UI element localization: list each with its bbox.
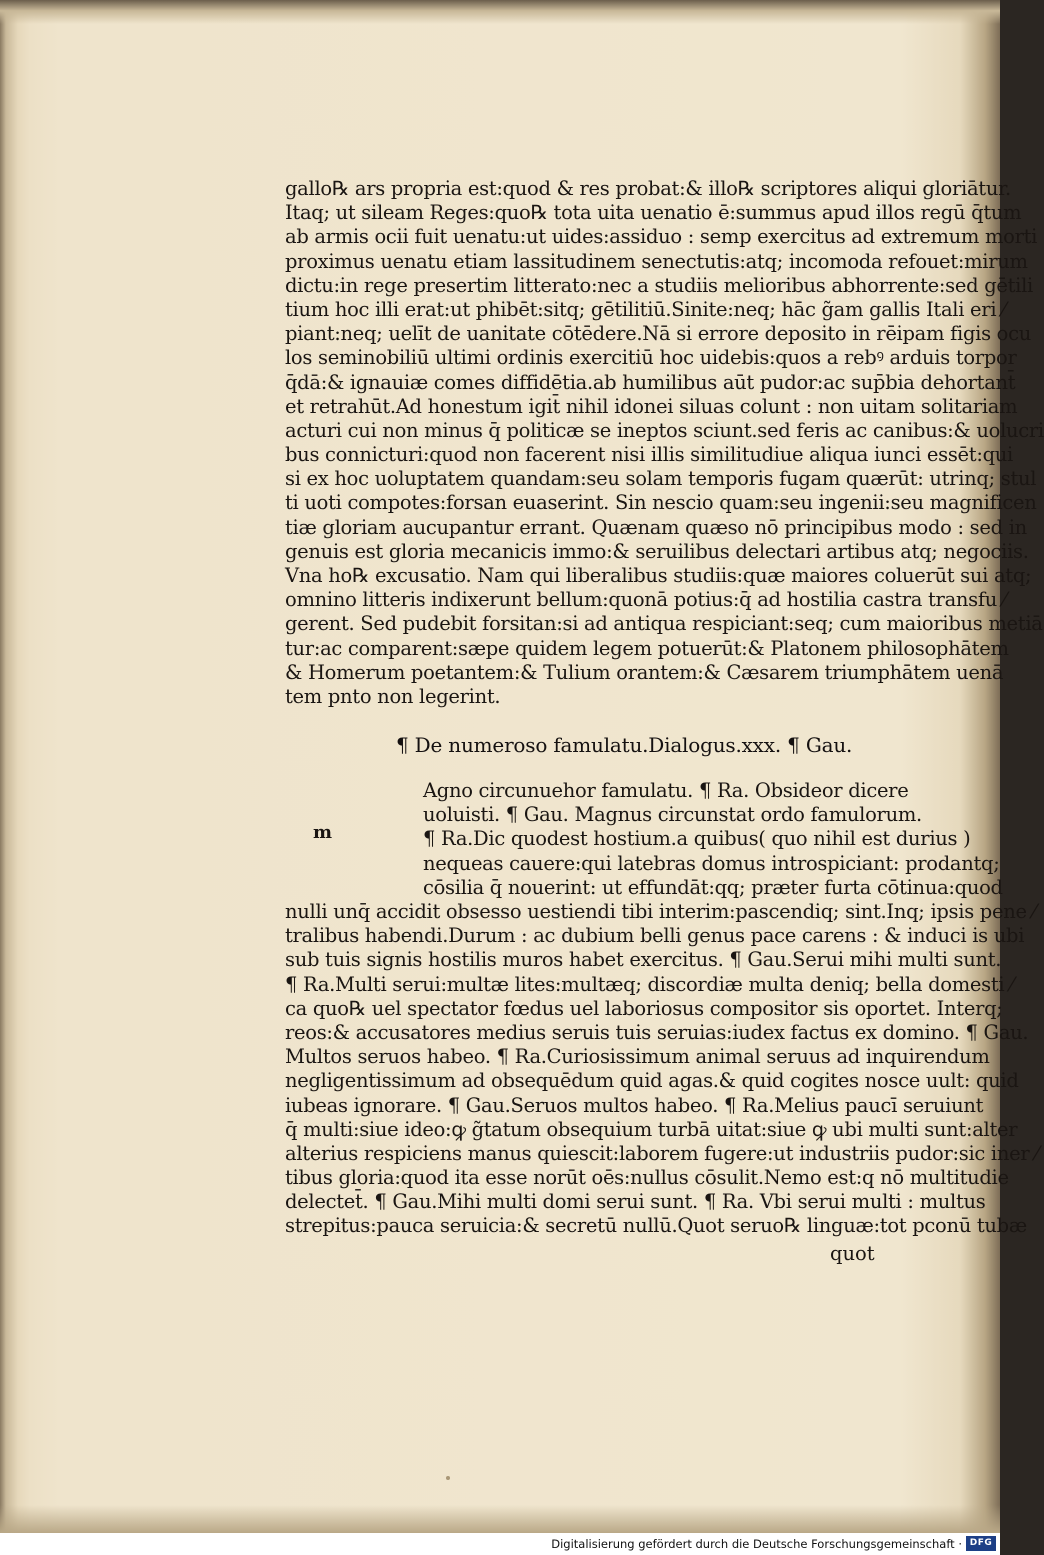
dialogue-heading: ¶ De numeroso famulatu.Dialogus.xxx. ¶ Gau. [396,733,853,757]
text-line: strepitus:pauca seruicia:& secretū nullū.Quot seruo℞ linguæ:tot pconū tubæ [285,1214,1027,1238]
text-line: gerent. Sed pudebit forsitan:si ad antiqua respiciant:seq; cum maioribus metiā [285,612,1043,636]
text-line: reos:& accusatores medius seruis tuis seruias:iudex factus ex domino. ¶ Gau. [285,1020,1029,1044]
text-line: Agno circunuehor famulatu. ¶ Ra. Obsideor dicere [423,779,909,802]
page-stain [446,1476,450,1480]
text-line: tur:ac comparent:sæpe quidem legem potuerūt:& Platonem philosophātem [285,636,1009,660]
text-line: ca quo℞ uel spectator fœdus uel laboriosus compositor sis oportet. Interq; [285,996,1003,1020]
text-line: tibus gloria:quod ita esse norūt oēs:nullus cōsulit.Nemo est:q nō multitudie [285,1166,1009,1190]
text-line: et retrahūt.Ad honestum igit̄ nihil idonei siluas colunt : non uitam solitariam [285,394,1018,418]
text-line: & Homerum poetantem:& Tulium orantem:& Cæsarem triumphātem uenā [285,660,1004,684]
text-line: q̄dā:& ignauiæ comes diffidētia.ab humilibus aūt pudor:ac sup̄bia dehortant̄ [285,370,1016,394]
text-line: dictu:in rege presertim litterato:nec a studiis melioribus abhorrente:sed gētili [285,273,1033,297]
text-line: Vna ho℞ excusatio. Nam qui liberalibus studiis:quæ maiores coluerūt sui atq; [285,564,1032,587]
text-line: bus connicturi:quod non facerent nisi illis similitudiue aliqua iunci essēt:qui [285,443,1013,467]
text-line: tralibus habendi.Durum : ac dubium belli genus pace carens : & induci is ubi [285,924,1025,948]
text-line: nequeas cauere:qui latebras domus introspiciant: prodantq; [423,851,1000,875]
text-line: Multos seruos habeo. ¶ Ra.Curiosissimum animal seruus ad inquirendum [285,1045,990,1069]
text-line: si ex hoc uoluptatem quandam:seu solam temporis fugam quærūt: utrinq; stul [285,467,1037,491]
bottom-edge-shadow [0,1505,1000,1533]
dfg-logo-icon[interactable]: DFG [966,1536,996,1551]
funding-credit: Digitalisierung gefördert durch die Deutsche Forschungsgemeinschaft · [551,1537,962,1551]
text-line: nulli unq̄ accidit obsesso uestiendi tibi interim:pascendiq; sint.Inq; ipsis pene ⁄ [285,900,1036,923]
text-line: ab armis ocii fuit uenatu:ut uides:assiduo : semp exercitus ad extremum morti [285,225,1038,249]
text-line: omnino litteris indixerunt bellum:quonā potius:q̄ ad hostilia castra transfu ⁄ [285,588,1006,612]
text-line: tem pnto non legerint. [285,684,501,708]
text-line: genuis est gloria mecanicis immo:& seruilibus delectari artibus atq; negociis. [285,539,1029,563]
text-line: ¶ Ra.Dic quodest hostium.a quibus( quo nihil est durius ) [423,827,971,851]
text-line: piant:neq; uelīt de uanitate cōtēdere.Nā si errore deposito in rēipam figis ocu [285,322,1031,346]
text-line: acturi cui non minus q̄ politicæ se ineptos sciunt.sed feris ac canibus:& uolucri [285,418,1044,442]
catchword: quot [830,1242,875,1265]
text-line: los seminobiliū ultimi ordinis exercitiū hoc uidebis:quos a rebꝰ arduis torpor [285,346,1017,370]
main-text-block [285,177,1044,709]
text-line: alterius respiciens manus quiescit:laborem fugere:ut industriis pudor:sic iner ⁄ [285,1141,1039,1165]
text-line: delectet̄. ¶ Gau.Mihi multi domi serui sunt. ¶ Ra. Vbi serui multi : multus [285,1190,986,1214]
dialogue-indented-block [423,779,1003,900]
dialogue-text-block [285,900,1039,1239]
text-line: ti uoti compotes:forsan euaserint. Sin nescio quam:seu ingenii:seu magnificen [285,491,1037,515]
guide-letter: m [313,822,333,843]
text-line: tium hoc illi erat:ut phibēt:sitq; gētilitiū.Sinite:neq; hāc g̃am gallis Itali eri ⁄ [285,297,1006,321]
text-line: sub tuis signis hostilis muros habet exercitus. ¶ Gau.Serui mihi multi sunt. [285,948,1002,972]
text-line: iubeas ignorare. ¶ Gau.Seruos multos habeo. ¶ Ra.Melius paucī seruiunt [285,1093,984,1117]
text-line: negligentissimum ad obsequēdum quid agas.& quid cogites nosce uult: quid [285,1069,1019,1093]
text-line: proximus uenatu etiam lassitudinem senectutis:atq; incomoda refouet:mirum [285,249,1028,273]
text-line: uoluisti. ¶ Gau. Magnus circunstat ordo famulorum. [423,803,922,827]
text-line: Itaq; ut sileam Reges:quo℞ tota uita uenatio ē:summus apud illos regū q̄tum [285,201,1022,225]
text-line: q̄ multi:siue ideo:ꝙ g̃tatum obsequium turbā uitat:siue ꝙ ubi multi sunt:alter [285,1117,1018,1141]
footer-bar [0,1533,1000,1555]
text-line: tiæ gloriam aucupantur errant. Quænam quæso nō principibus modo : sed in [285,515,1027,539]
top-edge-shadow [0,0,1000,24]
text-line: ¶ Ra.Multi serui:multæ lites:multæq; discordiæ multa deniq; bella domesti ⁄ [285,972,1014,996]
text-line: cōsilia q̄ nouerint: ut effundāt:qq; præter furta cōtinua:quod [423,875,1003,899]
text-line: gallo℞ ars propria est:quod & res probat:& illo℞ scriptores aliqui gloriātur. [285,177,1011,200]
